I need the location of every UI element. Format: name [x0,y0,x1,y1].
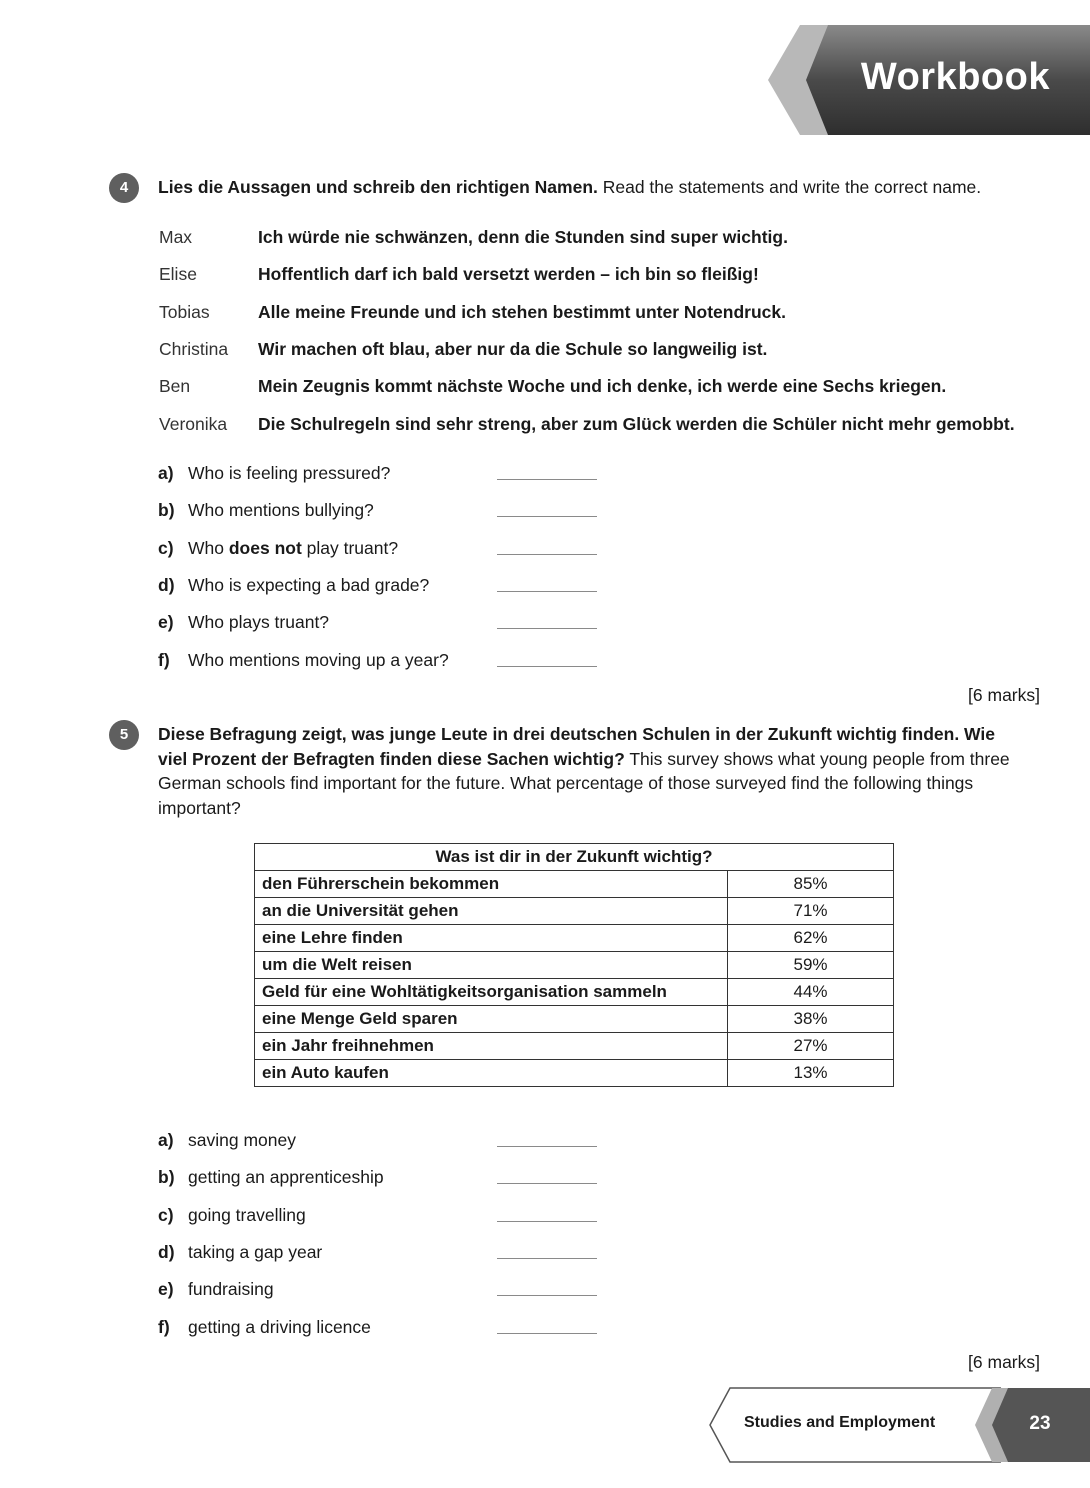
statement-row [159,374,946,398]
question-text-pre: Who mentions bullying? [188,500,374,521]
page-number: 23 [1029,1413,1051,1434]
answer-line[interactable] [497,628,597,629]
q5-question-row [158,1128,296,1152]
q5-instruction-german: Diese Befragung zeigt, was junge Leute in drei deutschen Schulen in der Zukunft wichtig finden. Wie viel Prozent der Befragten finden diese Sachen wichtig? [158,724,996,769]
question-text-bold: does not [228,537,302,558]
q4-instruction-english: Read the statements and write the correct name. [597,177,982,197]
q4-instruction-german: Lies die Aussagen und schreib den richtigen Namen. [158,177,598,197]
answer-line[interactable] [497,554,597,555]
question-letter: a) [158,463,174,483]
table-cell-percent: 38% [728,1006,894,1033]
table-cell-percent: 27% [728,1033,894,1060]
table-cell-percent: 13% [728,1060,894,1087]
table-row [255,871,894,898]
question-letter: e) [158,1279,174,1300]
table-cell-item: an die Universität gehen [255,898,728,925]
q5-question-row [158,1165,384,1189]
survey-table [254,843,894,1087]
statement-row [159,300,786,324]
statement-row [159,337,767,361]
question-letter: e) [158,612,174,633]
table-cell-percent: 71% [728,898,894,925]
statement-row [159,262,759,286]
q4-question-row [158,498,374,522]
survey-table-title: Was ist dir in der Zukunft wichtig? [255,844,894,871]
answer-line[interactable] [497,1221,597,1222]
q4-question-row [158,610,329,634]
question-text-pre: Who mentions moving up a year? [188,649,449,670]
statement-name: Max [159,227,193,247]
q5-marks: [6 marks] [968,1352,1040,1372]
table-row [255,898,894,925]
footer-topic: Studies and Employment [744,1414,936,1431]
statement-text: Die Schulregeln sind sehr streng, aber zum Glück werden die Schüler nicht mehr gemobbt. [258,413,1015,434]
table-cell-item: Geld für eine Wohltätigkeitsorganisation sammeln [255,979,728,1006]
q5-question-row [158,1203,306,1227]
q5-question-row [158,1240,322,1264]
question-letter: a) [158,1130,174,1150]
q4-question-row [158,648,449,672]
question-letter: c) [158,537,174,558]
statement-name: Veronika [159,413,228,434]
question-letter: f) [158,1316,170,1337]
question-text-pre: Who is feeling pressured? [188,463,391,483]
answer-line[interactable] [497,1295,597,1296]
table-cell-percent: 62% [728,925,894,952]
question-letter: d) [158,574,175,595]
table-row [255,1006,894,1033]
q5-instruction-english: This survey shows what young people from three German schools find important for the future. What percentage of those surveyed find the following things important? [158,748,1010,818]
answer-line[interactable] [497,666,597,667]
question-letter: b) [158,500,175,521]
statement-row [159,225,788,249]
question-text: getting an apprenticeship [188,1167,384,1188]
question-number-5: 5 [109,720,139,750]
table-row [255,1033,894,1060]
q5-question-row [158,1277,274,1301]
question-text-pre: Who is expecting a bad grade? [188,574,430,595]
statement-text: Ich würde nie schwänzen, denn die Stunden sind super wichtig. [258,227,788,247]
statement-text: Wir machen oft blau, aber nur da die Schule so langweilig ist. [258,338,768,359]
statement-name: Christina [159,338,229,359]
question-letter: b) [158,1167,175,1188]
question-text: saving money [188,1130,296,1150]
q4-question-row [158,461,390,485]
question-text-post: play truant? [301,537,399,558]
question-text-pre: Who plays truant? [188,612,330,633]
answer-line[interactable] [497,1258,597,1259]
question-letter: f) [158,649,170,670]
q4-instruction [158,175,1038,200]
answer-line[interactable] [497,591,597,592]
statement-text: Hoffentlich darf ich bald versetzt werden – ich bin so fleißig! [258,264,759,285]
table-cell-item: ein Jahr freihnehmen [255,1033,728,1060]
table-row [255,925,894,952]
statement-name: Ben [159,376,191,397]
answer-line[interactable] [497,1183,597,1184]
answer-line[interactable] [497,1333,597,1334]
statement-name: Elise [159,264,197,285]
table-cell-percent: 44% [728,979,894,1006]
question-text: getting a driving licence [188,1316,371,1337]
table-row [255,1060,894,1087]
question-text: taking a gap year [188,1241,323,1262]
answer-line[interactable] [497,516,597,517]
answer-line[interactable] [497,1146,597,1147]
statement-row [159,412,1015,436]
question-text-pre: Who [188,537,229,558]
statement-name: Tobias [159,301,210,322]
question-number-4: 4 [109,173,139,203]
statement-text: Alle meine Freunde und ich stehen bestimmt unter Notendruck. [258,301,786,322]
q5-instruction [158,722,1028,820]
question-letter: d) [158,1241,175,1262]
statement-text: Mein Zeugnis kommt nächste Woche und ich denke, ich werde eine Sechs kriegen. [258,376,947,397]
question-letter: c) [158,1204,174,1225]
q5-question-row [158,1315,371,1339]
question-text: going travelling [188,1204,306,1225]
question-text: fundraising [188,1279,274,1300]
q4-question-row [158,536,398,560]
table-cell-item: um die Welt reisen [255,952,728,979]
answer-line[interactable] [497,479,597,480]
table-row [255,979,894,1006]
table-cell-item: eine Lehre finden [255,925,728,952]
table-cell-item: ein Auto kaufen [255,1060,728,1087]
table-row [255,952,894,979]
table-cell-item: den Führerschein bekommen [255,871,728,898]
banner-title: Workbook [860,56,1050,98]
q4-question-row [158,573,429,597]
table-cell-item: eine Menge Geld sparen [255,1006,728,1033]
q4-marks: [6 marks] [968,685,1040,705]
table-cell-percent: 85% [728,871,894,898]
table-cell-percent: 59% [728,952,894,979]
